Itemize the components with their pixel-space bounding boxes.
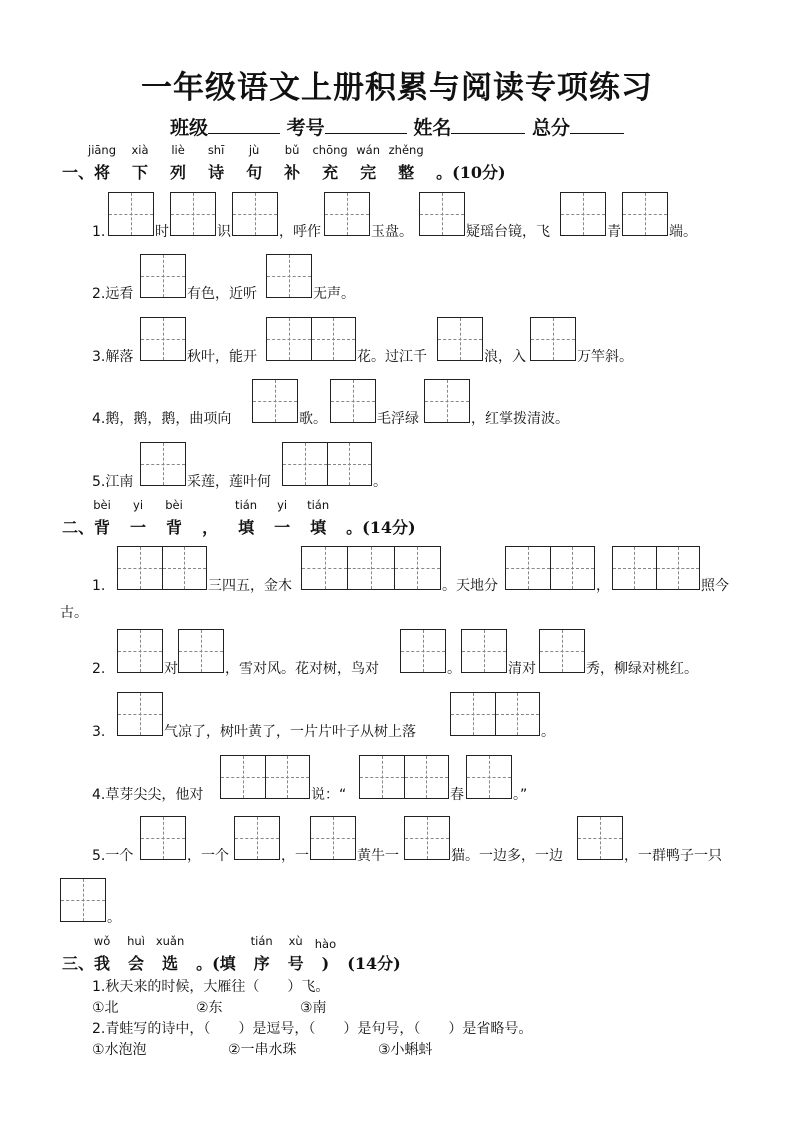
pinyin: yi: [277, 498, 288, 512]
s3-q2-option-3[interactable]: ③小蝌蚪: [378, 1042, 433, 1058]
hanzi: ，: [202, 518, 219, 537]
answer-box[interactable]: [461, 629, 507, 673]
pinyin-character: [356, 143, 380, 183]
answer-box[interactable]: [252, 379, 298, 423]
s2-q3-text: 气凉了，树叶黄了，一片片叶子从树上落: [164, 724, 416, 740]
student-info-line: [0, 113, 794, 140]
answer-box[interactable]: [560, 192, 606, 236]
pinyin-character: [127, 934, 145, 974]
s1-q1-number: 1.: [92, 224, 106, 240]
hanzi: 号: [287, 954, 304, 973]
pinyin: liè: [171, 143, 185, 157]
s1-q2-text: 2.远看: [92, 286, 134, 302]
s1-q3-text: 3.解落: [92, 349, 134, 365]
answer-box[interactable]: [117, 546, 207, 590]
s2-q1-text: 。天地分: [442, 578, 498, 594]
pinyin-character: [202, 515, 218, 538]
pinyin-character: [250, 934, 273, 974]
hanzi: 下: [132, 163, 149, 182]
answer-box[interactable]: [108, 192, 154, 236]
s3-q1-option-1[interactable]: ①北: [92, 1000, 119, 1016]
s1-q1-text: 识: [217, 224, 231, 240]
pinyin: bèi: [93, 498, 111, 512]
s2-q3-text: 。: [541, 724, 555, 740]
answer-box[interactable]: [232, 192, 278, 236]
pinyin-character: [207, 143, 225, 183]
hanzi: 句: [246, 163, 263, 182]
answer-box[interactable]: [220, 755, 310, 799]
s2-q1-text: 1.: [92, 578, 106, 594]
s3-q1-stem: 1.秋天来的时候，大雁往（ ）飞。: [92, 979, 330, 995]
hanzi: 一: [274, 518, 291, 537]
s1-q2-text: 有色，近听: [187, 286, 257, 302]
answer-box[interactable]: [330, 379, 376, 423]
answer-box[interactable]: [577, 816, 623, 860]
pinyin-character: [307, 498, 330, 538]
score-blank[interactable]: [570, 115, 624, 134]
s2-q1-text: 照今: [701, 578, 729, 594]
s1-q5-text: 。: [373, 474, 387, 490]
pinyin-character: [388, 143, 424, 183]
pinyin: hào: [314, 937, 337, 951]
answer-box[interactable]: [266, 254, 312, 298]
s2-q5-text: ，一: [281, 848, 309, 864]
answer-box[interactable]: [282, 442, 372, 486]
answer-box[interactable]: [505, 546, 595, 590]
name-label: 姓名: [413, 117, 452, 139]
s2-q5-text: 猫。一边多，一边: [451, 848, 563, 864]
s1-q4-text: 歌。: [299, 411, 327, 427]
pinyin: zhěng: [388, 143, 424, 157]
s2-q2-text: 。: [447, 661, 461, 677]
exam-no-label: 考号: [286, 117, 325, 139]
hanzi: 一: [130, 518, 147, 537]
pinyin-character: [165, 498, 183, 538]
hanzi: 填: [238, 518, 255, 537]
s1-q3-text: 万竿斜。: [577, 349, 633, 365]
pinyin: chōng: [312, 143, 348, 157]
pinyin-character: [88, 143, 117, 183]
section-1-heading: 一、 jiāng 将 xià 下 liè 列 shī 诗 jù 句 bǔ 补 chōng 充 wán 完 zhěng 整 。(10分): [62, 143, 506, 182]
answer-box[interactable]: [324, 192, 370, 236]
s3-q2-option-2[interactable]: ②一串水珠: [228, 1042, 297, 1058]
s2-q5-text: 5.一个: [92, 848, 134, 864]
s2-q1-text: ，: [596, 578, 610, 594]
s1-q1-text: 端。: [669, 224, 697, 240]
s3-q2-stem: 2.青蛙写的诗中，（ ）是逗号，（ ）是句号，（ ）是省略号。: [92, 1021, 533, 1037]
pinyin: tián: [250, 934, 273, 948]
pinyin: xù: [288, 934, 303, 948]
answer-box[interactable]: [234, 816, 280, 860]
pinyin-character: [312, 143, 348, 183]
answer-box[interactable]: [140, 317, 186, 361]
pinyin-character: [284, 143, 301, 183]
pinyin: wán: [356, 143, 380, 157]
hanzi: 整: [398, 163, 415, 182]
s2-q2-text: 秀，柳绿对桃红。: [586, 661, 698, 677]
answer-box[interactable]: [450, 692, 540, 736]
pinyin-character: [93, 934, 111, 974]
s3-q2-option-1[interactable]: ①水泡泡: [92, 1042, 147, 1058]
page-title: 一年级语文上册积累与阅读专项练习: [141, 70, 653, 106]
section-2-heading: 二、 bèi 背 yi 一 bèi 背 ， tián 填 yi 一 tián 填 。(14分): [62, 498, 416, 537]
s2-q1-text: 古。: [60, 605, 88, 621]
hanzi: 会: [128, 954, 145, 973]
answer-box[interactable]: [60, 878, 106, 922]
pinyin-character: [93, 498, 111, 538]
answer-box[interactable]: [466, 755, 512, 799]
pinyin: jù: [248, 143, 260, 157]
s3-q1-option-3[interactable]: ③南: [300, 1000, 327, 1016]
pinyin-character: [131, 143, 149, 183]
answer-box[interactable]: [437, 317, 483, 361]
answer-box[interactable]: [612, 546, 700, 590]
s1-q3-text: 秋叶，能开: [187, 349, 257, 365]
class-blank[interactable]: [208, 115, 280, 134]
hanzi: 将: [94, 163, 111, 182]
s1-q5-text: 采莲，莲叶何: [187, 474, 271, 490]
answer-box[interactable]: [530, 317, 576, 361]
s1-q4-text: 毛浮绿: [377, 411, 419, 427]
answer-box[interactable]: [117, 629, 163, 673]
s1-q1-text: 青: [607, 224, 621, 240]
answer-box[interactable]: [424, 379, 470, 423]
pinyin: jiāng: [88, 143, 117, 157]
s1-q4-text: ，红掌拨清波。: [471, 411, 569, 427]
pinyin-character: [274, 498, 291, 538]
s2-q4-text: 4.草芽尖尖，他对: [92, 787, 204, 803]
pinyin: xià: [131, 143, 149, 157]
pinyin: bèi: [165, 498, 183, 512]
hanzi: 列: [170, 163, 187, 182]
hanzi: 。(填: [196, 954, 236, 973]
s2-q5-text: ，一个: [187, 848, 229, 864]
pinyin-character: [246, 143, 263, 183]
answer-box[interactable]: [140, 442, 186, 486]
pinyin-character: [314, 937, 337, 973]
s2-q4-text: 春: [450, 787, 464, 803]
section-3-heading: 三、 wǒ 我 huì 会 xuǎn 选 。(填 tián 序 xù 号 hào ) (14分): [62, 934, 401, 973]
s1-q3-text: 浪，入: [484, 349, 526, 365]
hanzi: 背: [94, 518, 111, 537]
s2-q2-text: 清对: [508, 661, 536, 677]
answer-box[interactable]: [117, 692, 163, 736]
s1-q2-text: 无声。: [313, 286, 355, 302]
hanzi: 我: [94, 954, 111, 973]
pinyin-character: [287, 934, 304, 974]
hanzi: 填: [310, 518, 327, 537]
pinyin: tián: [235, 498, 258, 512]
hanzi: 序: [253, 954, 270, 973]
hanzi: 完: [360, 163, 377, 182]
answer-box[interactable]: [622, 192, 668, 236]
answer-box[interactable]: [539, 629, 585, 673]
pinyin: wǒ: [93, 934, 111, 948]
s2-q3-text: 3.: [92, 724, 106, 740]
s1-q1-text: 时: [155, 224, 169, 240]
pinyin: tián: [307, 498, 330, 512]
answer-box[interactable]: [419, 192, 465, 236]
pinyin: huì: [127, 934, 145, 948]
answer-box[interactable]: [404, 816, 450, 860]
pinyin-character: [196, 951, 236, 974]
s1-q4-text: 4.鹅，鹅，鹅，曲项向: [92, 411, 232, 427]
hanzi: 选: [162, 954, 179, 973]
answer-box[interactable]: [140, 816, 186, 860]
hanzi: 背: [166, 518, 183, 537]
s1-q3-text: 花。过江千: [357, 349, 427, 365]
pinyin-character: [155, 934, 185, 974]
exam-no-blank[interactable]: [325, 115, 407, 134]
s1-q1-text: ，呼作: [279, 224, 321, 240]
hanzi: 补: [284, 163, 301, 182]
s2-q5-text: 黄牛一: [357, 848, 399, 864]
class-label: 班级: [170, 117, 209, 139]
pinyin-character: [170, 143, 187, 183]
answer-box[interactable]: [310, 816, 356, 860]
s2-q2-text: ，雪对风。花对树，鸟对: [225, 661, 379, 677]
answer-box[interactable]: [140, 254, 186, 298]
s2-q4-text: 。”: [513, 787, 528, 803]
s3-q1-option-2[interactable]: ②东: [196, 1000, 223, 1016]
answer-box[interactable]: [178, 629, 224, 673]
hanzi: 诗: [208, 163, 225, 182]
hanzi: 充: [322, 163, 339, 182]
pinyin-character: [235, 498, 258, 538]
hanzi: ): [321, 954, 330, 973]
pinyin-character: [130, 498, 147, 538]
s2-q2-text: 2.: [92, 661, 106, 677]
s2-q4-text: 说：“: [311, 787, 347, 803]
s1-q5-text: 5.江南: [92, 474, 134, 490]
pinyin: shī: [207, 143, 225, 157]
s1-q1-text: 疑瑶台镜，飞: [466, 224, 550, 240]
s2-q5-text: 。: [107, 910, 121, 926]
answer-box[interactable]: [400, 629, 446, 673]
s2-q5-text: ，一群鸭子一只: [624, 848, 722, 864]
answer-box[interactable]: [266, 317, 356, 361]
pinyin: bǔ: [284, 143, 300, 157]
s2-q1-text: 三四五，金木: [208, 578, 292, 594]
pinyin: yi: [133, 498, 144, 512]
score-label: 总分: [531, 117, 570, 139]
s1-q1-text: 玉盘。: [371, 224, 413, 240]
answer-box[interactable]: [301, 546, 441, 590]
answer-box[interactable]: [359, 755, 449, 799]
pinyin: xuǎn: [155, 934, 185, 948]
answer-box[interactable]: [170, 192, 216, 236]
name-blank[interactable]: [451, 115, 525, 134]
s2-q2-text: 对: [164, 661, 178, 677]
